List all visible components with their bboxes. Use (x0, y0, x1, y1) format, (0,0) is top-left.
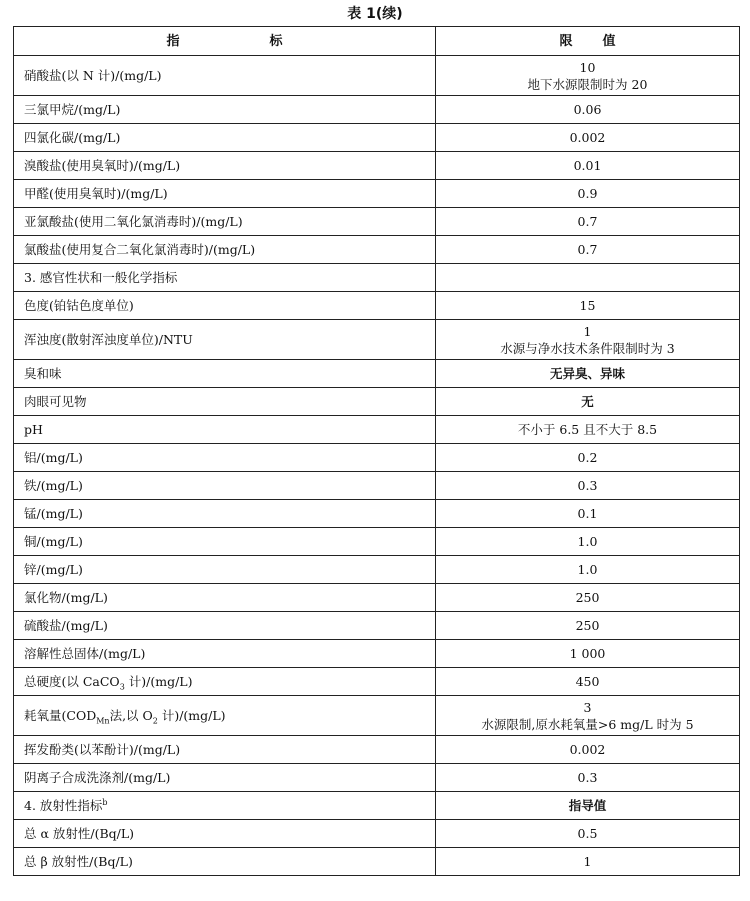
table-row (14, 96, 740, 124)
table-row (14, 180, 740, 208)
limit-value: 450 (436, 668, 740, 696)
table-row (14, 292, 740, 320)
table-row (14, 764, 740, 792)
limit-value: 0.3 (436, 472, 740, 500)
table-row (14, 556, 740, 584)
indicator-name: 铜/(mg/L) (14, 528, 436, 556)
header-indicator: 指标 (14, 27, 436, 56)
limit-value: 0.1 (436, 500, 740, 528)
limit-value: 0.01 (436, 152, 740, 180)
indicator-name: 硝酸盐(以 N 计)/(mg/L) (14, 56, 436, 96)
limit-value: 0.002 (436, 124, 740, 152)
limit-value: 0.3 (436, 764, 740, 792)
limit-value: 10 地下水源限制时为 20 (436, 56, 740, 96)
table-row (14, 820, 740, 848)
indicator-name: 臭和味 (14, 360, 436, 388)
limit-value: 1 (436, 848, 740, 876)
limit-value: 250 (436, 612, 740, 640)
section-empty-cell (436, 264, 740, 292)
indicator-name: 铝/(mg/L) (14, 444, 436, 472)
indicator-name: pH (14, 416, 436, 444)
limit-value: 0.7 (436, 208, 740, 236)
limit-value: 无异臭、异味 (436, 360, 740, 388)
limit-value: 0.2 (436, 444, 740, 472)
indicator-name: 溴酸盐(使用臭氧时)/(mg/L) (14, 152, 436, 180)
indicator-name: 氯化物/(mg/L) (14, 584, 436, 612)
limit-value: 250 (436, 584, 740, 612)
table-row (14, 124, 740, 152)
indicator-name: 甲醛(使用臭氧时)/(mg/L) (14, 180, 436, 208)
guideline-label: 指导值 (436, 792, 740, 820)
indicator-name: 铁/(mg/L) (14, 472, 436, 500)
section-row (14, 792, 740, 820)
limit-value: 不小于 6.5 且不大于 8.5 (436, 416, 740, 444)
indicator-name: 四氯化碳/(mg/L) (14, 124, 436, 152)
indicator-name: 阴离子合成洗涤剂/(mg/L) (14, 764, 436, 792)
indicator-name: 浑浊度(散射浑浊度单位)/NTU (14, 320, 436, 360)
table-row (14, 848, 740, 876)
table-row (14, 528, 740, 556)
table-row (14, 320, 740, 360)
indicator-name: 锰/(mg/L) (14, 500, 436, 528)
table-row (14, 388, 740, 416)
limit-value: 1 000 (436, 640, 740, 668)
limit-value: 0.9 (436, 180, 740, 208)
indicator-name: 挥发酚类(以苯酚计)/(mg/L) (14, 736, 436, 764)
indicator-name: 三氯甲烷/(mg/L) (14, 96, 436, 124)
table-row (14, 584, 740, 612)
table-row (14, 736, 740, 764)
indicator-name: 总 β 放射性/(Bq/L) (14, 848, 436, 876)
indicator-name: 氯酸盐(使用复合二氧化氯消毒时)/(mg/L) (14, 236, 436, 264)
table-row (14, 444, 740, 472)
table-row (14, 472, 740, 500)
header-limit: 限值 (436, 27, 740, 56)
table-row (14, 360, 740, 388)
limit-value: 0.7 (436, 236, 740, 264)
table-header-row (14, 27, 740, 56)
limit-value: 0.002 (436, 736, 740, 764)
limit-value: 15 (436, 292, 740, 320)
indicator-name: 总 α 放射性/(Bq/L) (14, 820, 436, 848)
table-row (14, 668, 740, 696)
indicator-name: 亚氯酸盐(使用二氧化氯消毒时)/(mg/L) (14, 208, 436, 236)
table-row (14, 696, 740, 736)
limit-value: 1 水源与净水技术条件限制时为 3 (436, 320, 740, 360)
section-row (14, 264, 740, 292)
indicator-name: 耗氧量($COD_{Mn}$法,以 $O_2$ 计)/(mg/L) (14, 696, 436, 736)
table-row (14, 236, 740, 264)
table-row (14, 500, 740, 528)
table-row (14, 152, 740, 180)
table-caption: 表 1(续) (347, 6, 403, 22)
limit-value: 1.0 (436, 528, 740, 556)
limit-value: 0.06 (436, 96, 740, 124)
table-row (14, 56, 740, 96)
limit-value: 0.5 (436, 820, 740, 848)
table-row (14, 640, 740, 668)
indicator-name: 锌/(mg/L) (14, 556, 436, 584)
indicator-name: 色度(铂钴色度单位) (14, 292, 436, 320)
table-row (14, 612, 740, 640)
limit-value: 1.0 (436, 556, 740, 584)
water-quality-table (13, 26, 740, 876)
indicator-name: 溶解性总固体/(mg/L) (14, 640, 436, 668)
indicator-name: 肉眼可见物 (14, 388, 436, 416)
limit-value: 3 水源限制,原水耗氧量>6 mg/L 时为 5 (436, 696, 740, 736)
table-row (14, 416, 740, 444)
limit-value: 无 (436, 388, 740, 416)
indicator-name: 总硬度(以 CaCO$_3$ 计)/(mg/L) (14, 668, 436, 696)
section-title: 3. 感官性状和一般化学指标 (14, 264, 436, 292)
table-row (14, 208, 740, 236)
indicator-name: 硫酸盐/(mg/L) (14, 612, 436, 640)
section-title: 4. 放射性指标$^b$ (14, 792, 436, 820)
